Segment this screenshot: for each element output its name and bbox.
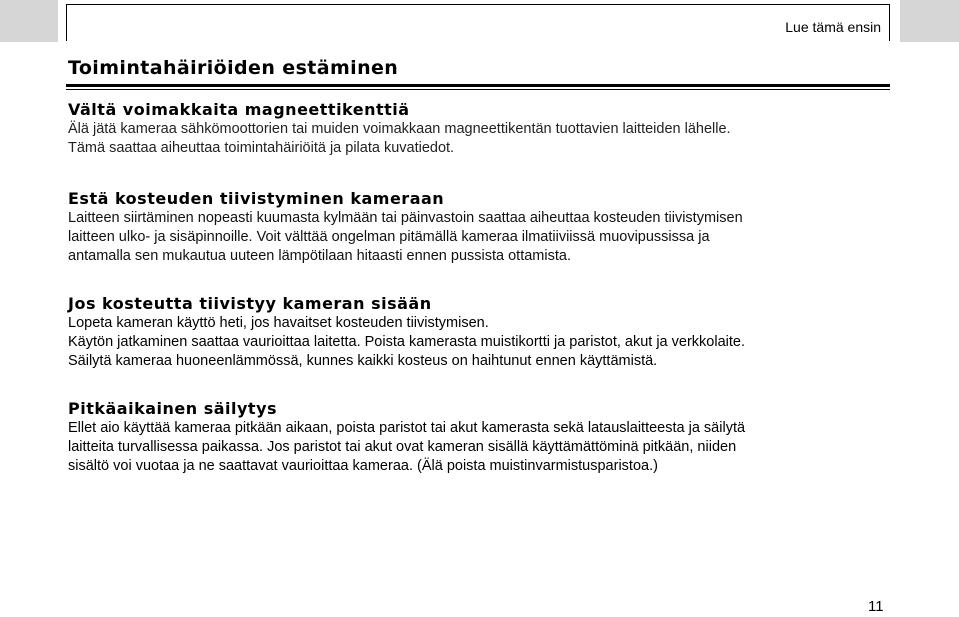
body-line: Laitteen siirtäminen nopeasti kuumasta kylmään tai päinvastoin saattaa aiheuttaa kosteuden tiivistymisen	[68, 210, 743, 226]
header-frame	[66, 4, 890, 41]
body-line: Ellet aio käyttää kameraa pitkään aikaan, poista paristot tai akut kamerasta sekä latauslaitteesta ja säilytä	[68, 420, 746, 436]
section-heading: Jos kosteutta tiivistyy kameran sisään	[68, 294, 432, 313]
body-line: antamalla sen mukautua uuteen lämpötilaan hitaasti ennen pussista ottamista.	[68, 248, 571, 264]
section-heading: Vältä voimakkaita magneettikenttiä	[68, 100, 410, 119]
corner-tab-left	[0, 0, 58, 42]
corner-tab-right	[900, 0, 959, 42]
title-rule-thin	[66, 89, 890, 90]
section-heading: Pitkäaikainen säilytys	[68, 399, 278, 418]
read-first-label: Lue tämä ensin	[785, 19, 881, 35]
body-line: laitteen ulko- ja sisäpinnoille. Voit välttää ongelman pitämällä kameraa ilmatiiviissä muovipussissa ja	[68, 229, 710, 245]
section-long-term-storage	[68, 399, 898, 476]
section-condensation	[68, 189, 898, 266]
body-line: sisältö voi vuotaa ja ne saattavat vaurioittaa kameraa. (Älä poista muistinvarmistusparistoa.)	[68, 458, 658, 474]
title-rule-thick	[66, 84, 890, 87]
section-magnetic-fields	[68, 100, 898, 158]
body-line: Säilytä kameraa huoneenlämmössä, kunnes kaikki kosteus on haihtunut ennen käyttämistä.	[68, 353, 658, 369]
body-line: Tämä saattaa aiheuttaa toimintahäiriöitä ja pilata kuvatiedot.	[68, 140, 455, 156]
body-line: laitteita turvallisessa paikassa. Jos paristot tai akut ovat kameran sisällä käyttämättöminä pitkään, niiden	[68, 439, 737, 455]
section-heading: Estä kosteuden tiivistyminen kameraan	[68, 189, 445, 208]
body-line: Älä jätä kameraa sähkömoottorien tai muiden voimakkaan magneettikentän tuottavien laitteiden lähelle.	[68, 121, 731, 137]
section-moisture-inside	[68, 294, 898, 371]
body-line: Käytön jatkaminen saattaa vaurioittaa laitetta. Poista kamerasta muistikortti ja paristot, akut ja verkkolaite.	[68, 334, 745, 350]
section-title: Toimintahäiriöiden estäminen	[68, 57, 399, 79]
body-line: Lopeta kameran käyttö heti, jos havaitset kosteuden tiivistymisen.	[68, 315, 489, 331]
page-number: 11	[868, 598, 884, 615]
